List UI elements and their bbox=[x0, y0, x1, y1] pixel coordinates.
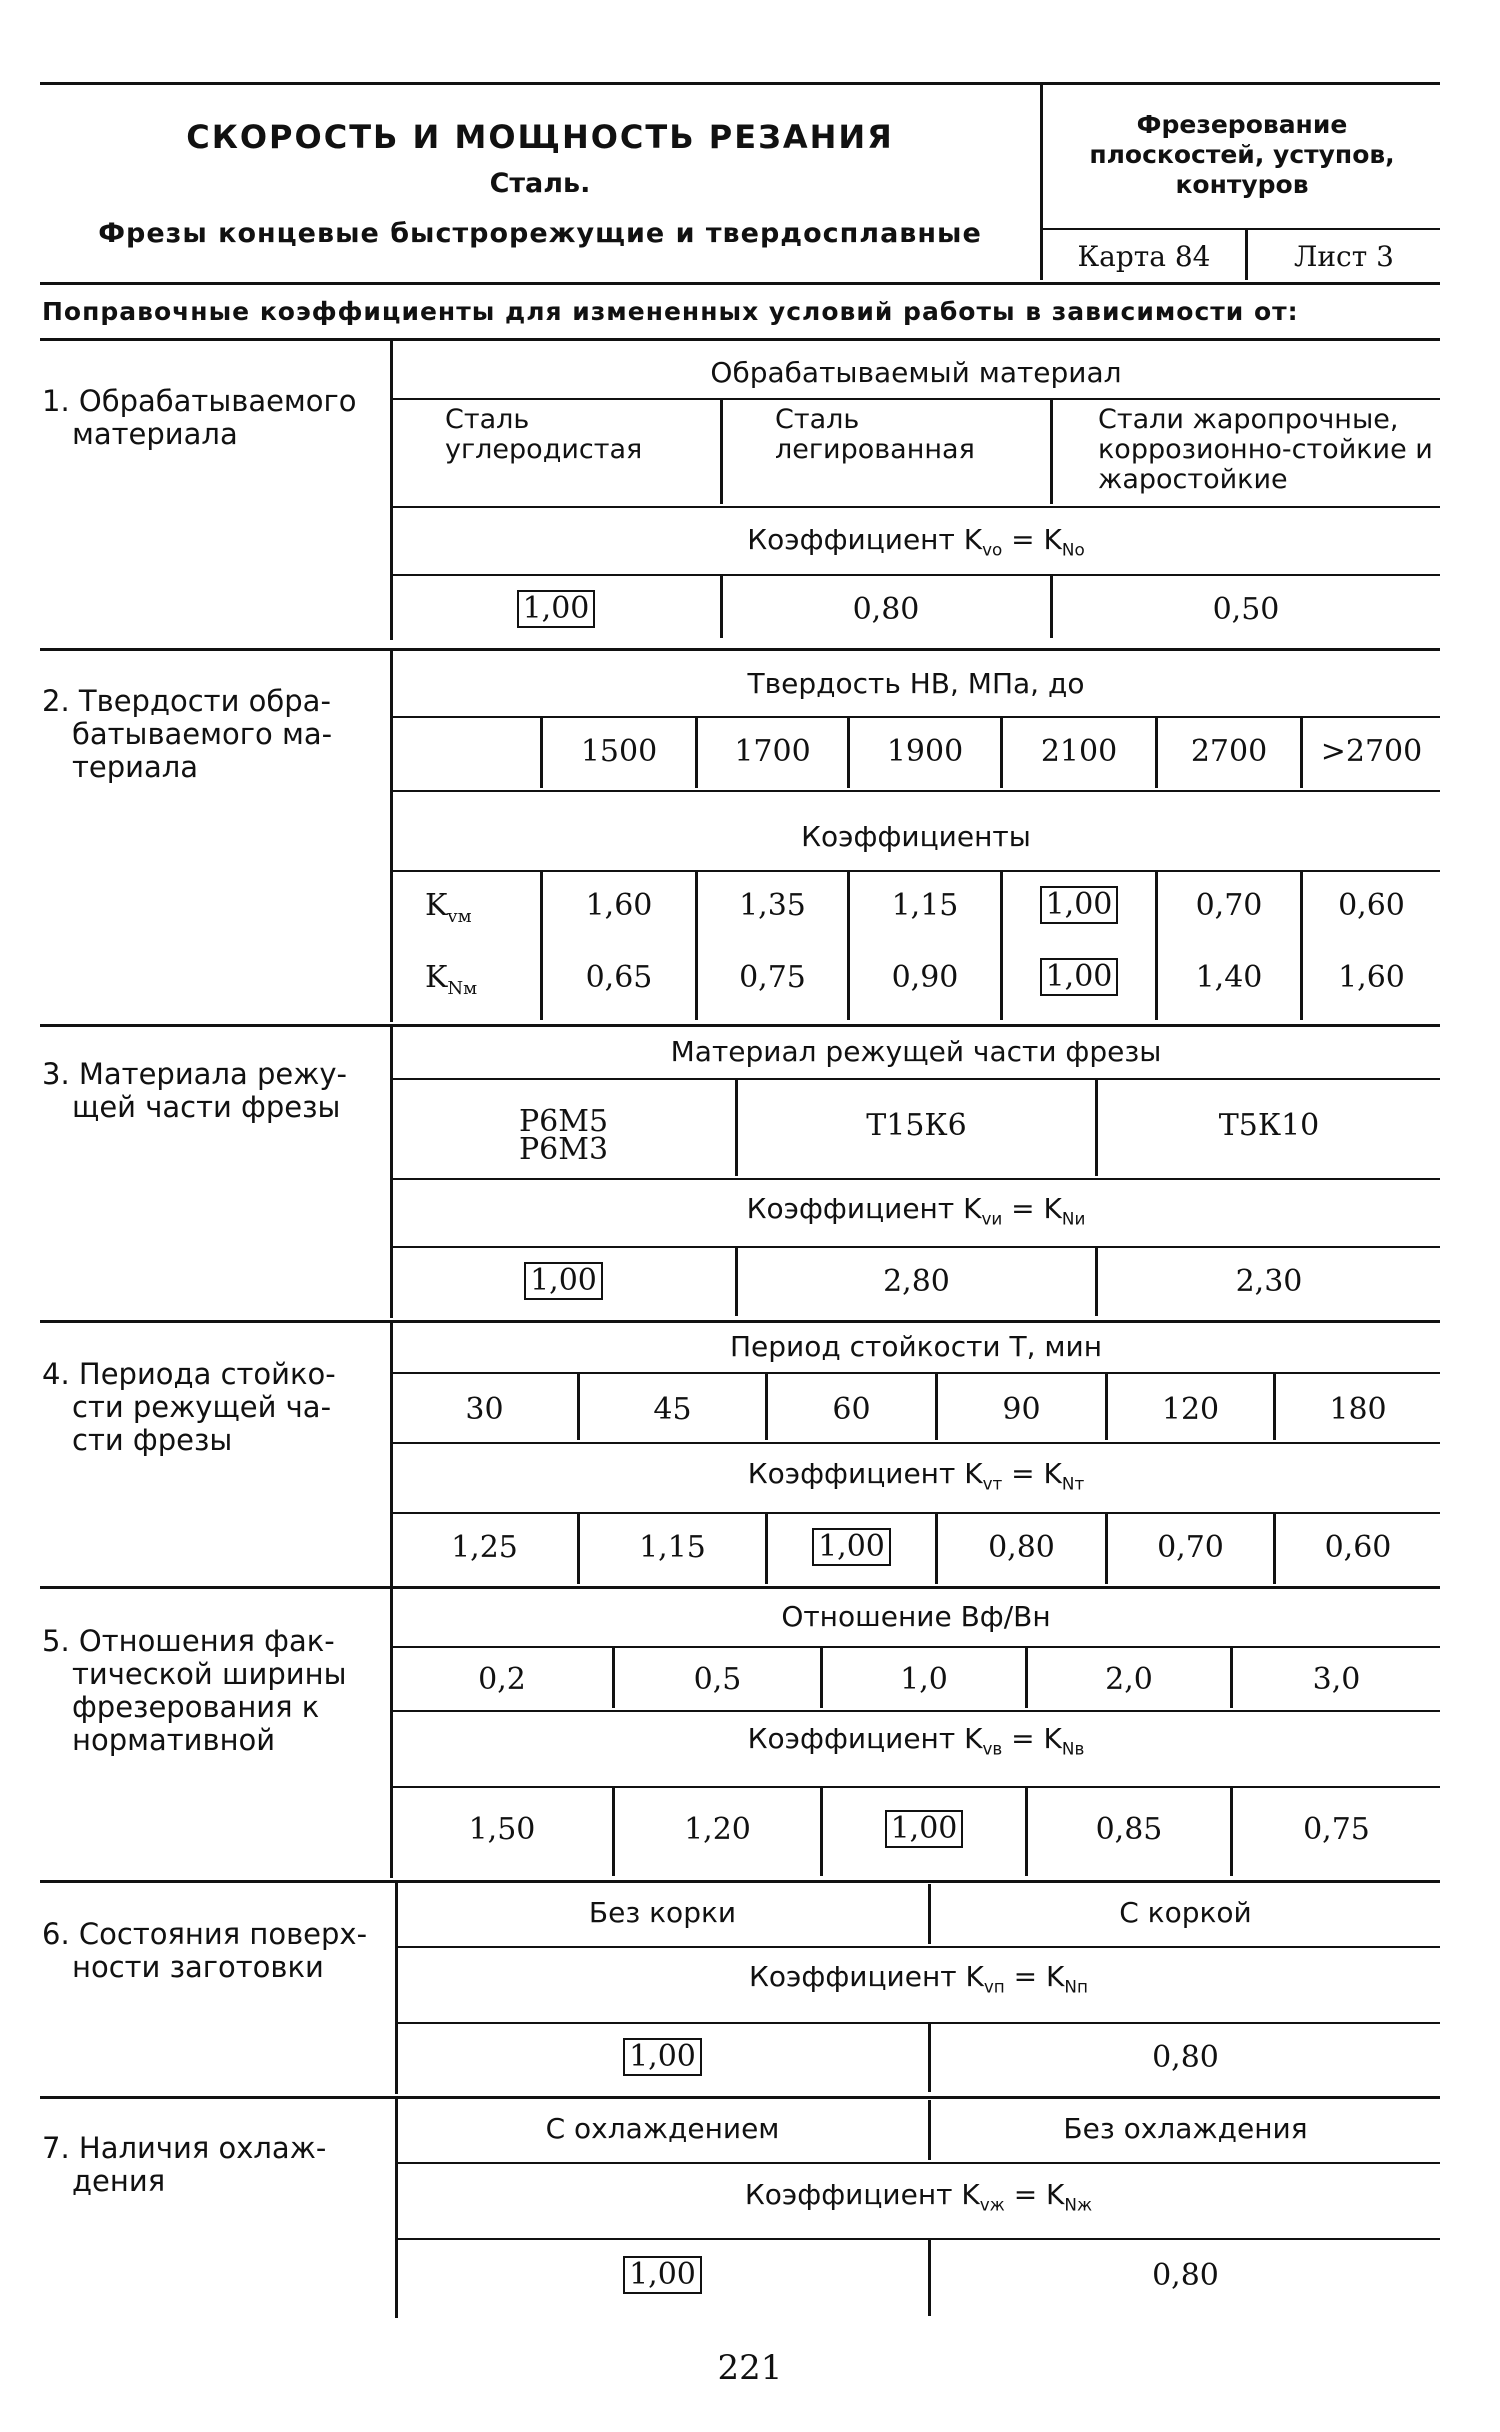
s4-bottom-rule bbox=[40, 1586, 1440, 1589]
operation-line-1: Фрезерование bbox=[1136, 110, 1348, 139]
s5-coef-sub2: Nв bbox=[1061, 1738, 1085, 1759]
s2-row2-v6: 1,60 bbox=[1338, 960, 1405, 995]
s1-coef-text: Коэффициент K bbox=[747, 523, 983, 556]
s1-value-1 bbox=[392, 590, 720, 628]
s2-row1-v3: 1,15 bbox=[891, 888, 959, 923]
page-subtitle: Фрезы концевые быстрорежущие и твердосплавные bbox=[98, 218, 982, 249]
operation-line-3: контуров bbox=[1175, 170, 1309, 199]
s5-value-3 bbox=[823, 1810, 1025, 1848]
s7-value-1 bbox=[397, 2256, 928, 2294]
s2-row2-v5: 1,40 bbox=[1195, 960, 1263, 995]
s1-coef-eq: = K bbox=[1002, 523, 1062, 556]
s2-rule-b bbox=[392, 790, 1440, 792]
s1-option-1-l1: Сталь bbox=[445, 404, 530, 435]
s7-param-line-1: 7. Наличия охлаж- bbox=[42, 2131, 327, 2165]
s4-period-3: 60 bbox=[832, 1392, 871, 1427]
s3-coef-label bbox=[392, 1192, 1440, 1229]
s2-param-line-1: 2. Твердости обра- bbox=[42, 684, 331, 718]
s2-row1-v4-text: 1,00 bbox=[1040, 886, 1119, 924]
s5-param-line-2: тической ширины bbox=[72, 1657, 347, 1691]
s2-row2-v3: 0,90 bbox=[891, 960, 959, 995]
material-label: Сталь. bbox=[489, 168, 591, 199]
s3-value-1-text: 1,00 bbox=[524, 1262, 603, 1300]
s4-rule-a bbox=[392, 1372, 1440, 1374]
s1-rule-c bbox=[392, 574, 1440, 576]
s6-rule-a bbox=[397, 1946, 1440, 1948]
page-title: СКОРОСТЬ И МОЩНОСТЬ РЕЗАНИЯ bbox=[186, 118, 894, 156]
s2-row1-v2: 1,35 bbox=[739, 888, 806, 923]
s1-col-div-2 bbox=[1050, 400, 1053, 504]
s2-row1-v1: 1,60 bbox=[585, 888, 653, 923]
s2-hardness-5: 2700 bbox=[1190, 734, 1268, 769]
s5-coef-label bbox=[392, 1722, 1440, 1759]
s2-hardness-3: 1900 bbox=[886, 734, 964, 769]
s4-value-5: 0,70 bbox=[1157, 1530, 1224, 1565]
s7-coef-sub: vж bbox=[979, 2194, 1005, 2215]
s2-row1-v6: 0,60 bbox=[1338, 888, 1405, 923]
intro-text: Поправочные коэффициенты для измененных условий работы в зависимости от: bbox=[42, 297, 1299, 326]
s2-row1-sub: vм bbox=[447, 906, 472, 927]
s5-param-line-4: нормативной bbox=[72, 1723, 276, 1757]
s4-period-4: 90 bbox=[1002, 1392, 1041, 1427]
s3-value-1 bbox=[392, 1262, 735, 1300]
s1-parameter bbox=[42, 385, 372, 451]
page-number: 221 bbox=[717, 2348, 783, 2388]
s6-value-1 bbox=[397, 2038, 928, 2076]
s2-row1-label bbox=[400, 888, 565, 927]
s4-param-line-2: сти режущей ча- bbox=[72, 1390, 332, 1424]
s7-option-1: С охлаждением bbox=[545, 2112, 780, 2145]
s1-option-2-l1: Сталь bbox=[775, 404, 860, 435]
s6-coef-sub2: Nп bbox=[1064, 1976, 1088, 1997]
s4-coef-sub2: Nт bbox=[1061, 1473, 1085, 1494]
s2-row2-sub: Nм bbox=[447, 978, 478, 999]
s1-value-1-text: 1,00 bbox=[517, 590, 596, 628]
s2-row2-v2: 0,75 bbox=[739, 960, 806, 995]
s1-value-3: 0,50 bbox=[1212, 592, 1280, 627]
s7-rule-b bbox=[397, 2238, 1440, 2240]
s5-bottom-rule bbox=[40, 1880, 1440, 1883]
s5-value-4: 0,85 bbox=[1095, 1812, 1163, 1847]
s2-header: Твердость НВ, МПа, до bbox=[747, 667, 1085, 700]
s2-hardness-4: 2100 bbox=[1040, 734, 1118, 769]
s2-row2-v4-text: 1,00 bbox=[1040, 958, 1119, 996]
s1-option-3 bbox=[1098, 405, 1433, 495]
s4-coef-label bbox=[392, 1457, 1440, 1494]
s2-rule-c bbox=[392, 870, 1440, 872]
s3-option-1 bbox=[392, 1104, 735, 1167]
s6-coef-label bbox=[397, 1960, 1440, 1997]
s2-hardness-2: 1700 bbox=[734, 734, 811, 769]
s2-row2-v4 bbox=[1003, 958, 1155, 996]
s5-value-3-text: 1,00 bbox=[885, 1810, 964, 1848]
s3-header: Материал режущей части фрезы bbox=[670, 1035, 1162, 1068]
s2-rule-a bbox=[392, 716, 1440, 718]
s5-rule-c bbox=[392, 1786, 1440, 1788]
s3-rule-b bbox=[392, 1178, 1440, 1180]
s6-value-2: 0,80 bbox=[1152, 2040, 1219, 2075]
s4-header: Период стойкости Т, мин bbox=[729, 1330, 1103, 1363]
s7-coef-sub2: Nж bbox=[1064, 2194, 1093, 2215]
s1-option-1 bbox=[445, 405, 642, 465]
s5-value-2: 1,20 bbox=[684, 1812, 751, 1847]
s3-coef-text: Коэффициент K bbox=[746, 1192, 982, 1225]
s6-rule-b bbox=[397, 2022, 1440, 2024]
s5-coef-eq: = K bbox=[1002, 1722, 1062, 1755]
s4-value-1: 1,25 bbox=[451, 1530, 518, 1565]
s3-rule-a bbox=[392, 1078, 1440, 1080]
s4-rule-c bbox=[392, 1512, 1440, 1514]
s2-hardness-1: 1500 bbox=[580, 734, 658, 769]
s5-value-1: 1,50 bbox=[468, 1812, 536, 1847]
s3-coef-sub2: Nи bbox=[1061, 1208, 1086, 1229]
s5-coef-text: Коэффициент K bbox=[747, 1722, 983, 1755]
card-number: Карта 84 bbox=[1077, 240, 1211, 273]
s2-parameter bbox=[42, 685, 372, 784]
s3-param-line-2: щей части фрезы bbox=[72, 1090, 341, 1124]
s7-param-line-2: дения bbox=[72, 2164, 166, 2198]
s1-option-3-l2: коррозионно-стойкие и bbox=[1098, 434, 1433, 465]
s5-param-line-1: 5. Отношения фак- bbox=[42, 1624, 335, 1658]
sheet-number: Лист 3 bbox=[1294, 240, 1394, 273]
intro-rule bbox=[40, 338, 1440, 341]
s6-coef-text: Коэффициент K bbox=[749, 1960, 984, 1993]
s2-row1-v4 bbox=[1003, 886, 1155, 924]
s3-coef-eq: = K bbox=[1002, 1192, 1062, 1225]
s3-value-3: 2,30 bbox=[1235, 1264, 1303, 1299]
s6-param-line-1: 6. Состояния поверх- bbox=[42, 1917, 368, 1951]
s3-option-1-l2: Р6М3 bbox=[518, 1132, 609, 1167]
s5-header: Отношение Вф/Вн bbox=[781, 1600, 1051, 1633]
card-rule bbox=[1042, 228, 1440, 230]
s7-rule-a bbox=[397, 2162, 1440, 2164]
s1-option-2 bbox=[775, 405, 975, 465]
s1-rule-b bbox=[392, 506, 1440, 508]
s6-bottom-rule bbox=[40, 2096, 1440, 2099]
s5-value-5: 0,75 bbox=[1303, 1812, 1370, 1847]
s2-hardness-6: >2700 bbox=[1320, 734, 1423, 769]
s4-period-2: 45 bbox=[653, 1392, 692, 1427]
s1-option-3-l1: Стали жаропрочные, bbox=[1098, 404, 1399, 435]
s4-value-4: 0,80 bbox=[988, 1530, 1055, 1565]
s7-coef-eq: = K bbox=[1004, 2178, 1065, 2211]
s5-ratio-2: 0,5 bbox=[693, 1662, 742, 1697]
s5-ratio-3: 1,0 bbox=[900, 1662, 948, 1697]
s3-rule-c bbox=[392, 1246, 1440, 1248]
s5-ratio-1: 0,2 bbox=[478, 1662, 526, 1697]
s3-param-line-1: 3. Материала режу- bbox=[42, 1057, 347, 1091]
s7-value-2: 0,80 bbox=[1152, 2258, 1219, 2293]
s4-period-1: 30 bbox=[465, 1392, 504, 1427]
s4-period-5: 120 bbox=[1161, 1392, 1220, 1427]
s1-coef-label bbox=[392, 523, 1440, 560]
top-rule bbox=[40, 82, 1440, 85]
s6-option-1: Без корки bbox=[588, 1896, 737, 1929]
s6-coef-eq: = K bbox=[1004, 1960, 1065, 1993]
s3-bottom-rule bbox=[40, 1320, 1440, 1323]
s4-value-3 bbox=[768, 1528, 935, 1566]
s6-coef-sub: vп bbox=[983, 1976, 1005, 1997]
s4-period-6: 180 bbox=[1329, 1392, 1387, 1427]
s1-header: Обрабатываемый материал bbox=[710, 356, 1122, 389]
s5-ratio-5: 3,0 bbox=[1312, 1662, 1361, 1697]
s3-value-2: 2,80 bbox=[883, 1264, 950, 1299]
s1-option-3-l3: жаростойкие bbox=[1098, 464, 1288, 495]
s3-option-2: Т15К6 bbox=[866, 1108, 967, 1143]
s1-param-line-2: материала bbox=[72, 417, 238, 451]
s7-coef-label bbox=[397, 2178, 1440, 2215]
s1-coef-sub: vо bbox=[982, 539, 1003, 560]
s5-coef-sub: vв bbox=[982, 1738, 1003, 1759]
s5-rule-b bbox=[392, 1710, 1440, 1712]
s6-value-1-text: 1,00 bbox=[623, 2038, 702, 2076]
s2-param-line-3: териала bbox=[72, 750, 199, 784]
s4-coef-text: Коэффициент K bbox=[747, 1457, 983, 1490]
s5-rule-a bbox=[392, 1646, 1440, 1648]
s4-param-line-1: 4. Периода стойко- bbox=[42, 1357, 336, 1391]
s1-bottom-rule bbox=[40, 648, 1440, 651]
s7-option-2: Без охлаждения bbox=[1063, 2112, 1308, 2145]
s1-coef-sub2: Nо bbox=[1061, 539, 1085, 560]
header-bottom-rule bbox=[40, 282, 1440, 285]
s1-col-div-1 bbox=[720, 400, 723, 504]
s1-option-1-l2: углеродистая bbox=[445, 434, 643, 465]
s2-param-line-2: батываемого ма- bbox=[72, 717, 333, 751]
s2-row2-k: K bbox=[425, 960, 448, 995]
s2-coef-header: Коэффициенты bbox=[801, 820, 1031, 853]
s7-value-1-text: 1,00 bbox=[623, 2256, 702, 2294]
s4-rule-b bbox=[392, 1442, 1440, 1444]
s1-param-line-1: 1. Обрабатываемого bbox=[42, 384, 357, 418]
s4-parameter bbox=[42, 1358, 372, 1457]
s4-param-line-3: сти фрезы bbox=[72, 1423, 233, 1457]
s2-row2-label bbox=[400, 960, 565, 999]
s5-param-line-3: фрезерования к bbox=[72, 1690, 320, 1724]
s3-option-1-l1: Р6М5 bbox=[518, 1104, 609, 1139]
s3-coef-sub: vи bbox=[981, 1208, 1003, 1229]
s7-coef-text: Коэффициент K bbox=[744, 2178, 980, 2211]
s6-parameter bbox=[42, 1918, 382, 1984]
s6-param-line-2: ности заготовки bbox=[72, 1950, 324, 1984]
header-divider bbox=[1040, 84, 1043, 280]
s1-rule-a bbox=[392, 398, 1440, 400]
s2-bottom-rule bbox=[40, 1024, 1440, 1027]
operation-line-2: плоскостей, уступов, bbox=[1089, 140, 1395, 169]
s1-option-2-l2: легированная bbox=[775, 434, 975, 465]
s2-row1-v5: 0,70 bbox=[1195, 888, 1263, 923]
s2-row2-v1: 0,65 bbox=[585, 960, 653, 995]
s5-ratio-4: 2,0 bbox=[1105, 1662, 1153, 1697]
s3-option-3: Т5К10 bbox=[1218, 1108, 1320, 1143]
s4-value-2: 1,15 bbox=[639, 1530, 706, 1565]
s6-option-2: С коркой bbox=[1119, 1896, 1252, 1929]
s3-parameter bbox=[42, 1058, 372, 1124]
s1-value-2: 0,80 bbox=[852, 592, 920, 627]
s5-parameter bbox=[42, 1625, 372, 1757]
s4-coef-sub: vт bbox=[982, 1473, 1003, 1494]
s4-value-6: 0,60 bbox=[1324, 1530, 1392, 1565]
s7-parameter bbox=[42, 2132, 382, 2198]
s4-coef-eq: = K bbox=[1002, 1457, 1062, 1490]
s2-row1-k: K bbox=[425, 888, 448, 923]
s4-value-3-text: 1,00 bbox=[812, 1528, 891, 1566]
